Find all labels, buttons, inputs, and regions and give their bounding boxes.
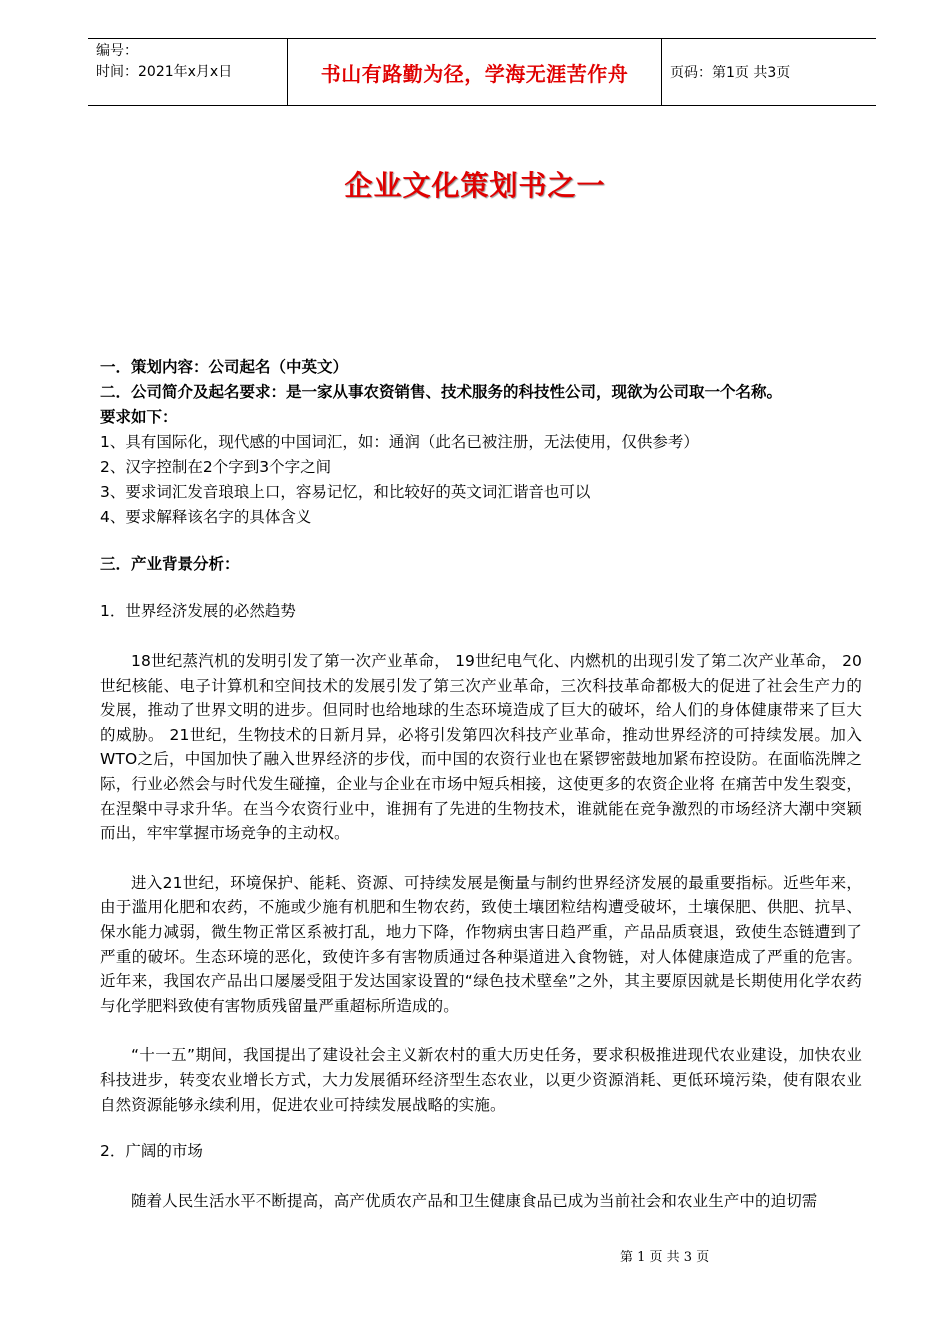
document-body [100,355,862,1214]
section-3-heading: 三．产业背景分析： [100,555,240,573]
requirement-item-1: 1、具有国际化，现代感的中国词汇，如：通润（此名已被注册，无法使用，仅供参考） [100,433,699,451]
document-header [88,38,876,106]
section-1-heading: 一．策划内容：公司起名（中英文） [100,358,349,376]
subsection-2-heading: 2．广阔的市场 [100,1142,203,1161]
paragraph-1: 18世纪蒸汽机的发明引发了第一次产业革命， 19世纪电气化、内燃机的出现引发了第二次产业革命， 20世纪核能、电子计算机和空间技术的发展引发了第三次产业革命，三次科技革命都极大的促进了社会生产力的发展，推动了世界文明的进步。但同时也给地球的生态环境造成了巨大的破坏，给人们的身体健康带来了巨大的威胁。 21世纪，生物技术的日新月异，必将引发第四次科技产业革命，推动世界经济的可持续发展。加入 WTO之后，中国加快了融入世界经济的步伐，而中国的农资行业也在紧锣密鼓地加紧布控设防。在面临洗牌之际，行业必然会与时代发生碰撞，企业与企业在市场中短兵相接，这使更多的农资企业将 在痛苦中发生裂变，在涅槃中寻求升华。在当今农资行业中，谁拥有了先进的生物技术，谁就能在竞争激烈的市场经济大潮中突颖而出，牢牢掌握市场竞争的主动权。 [100,652,862,843]
requirement-item-3: 3、要求词汇发音琅琅上口，容易记忆，和比较好的英文词汇谐音也可以 [100,483,591,501]
header-number-label: 编号： [96,43,138,59]
header-page-label: 页码：第1页 共3页 [670,65,791,81]
paragraph-3: “十一五”期间，我国提出了建设社会主义新农村的重大历史任务，要求积极推进现代农业建设，加快农业科技进步，转变农业增长方式，大力发展循环经济型生态农业，以更少资源消耗、更低环境污染，使有限农业自然资源能够永续利用，促进农业可持续发展战略的实施。 [100,1046,862,1114]
requirement-item-2: 2、汉字控制在2个字到3个字之间 [100,458,332,476]
page-footer: 第 1 页 共 3 页 [620,1250,710,1265]
section-2-heading: 二．公司简介及起名要求：是一家从事农资销售、技术服务的科技性公司，现欲为公司取一个名称。 [100,383,783,401]
document-title: 企业文化策划书之一 [344,169,606,202]
paragraph-4: 随着人民生活水平不断提高，高产优质农产品和卫生健康食品已成为当前社会和农业生产中的迫切需 [131,1192,818,1211]
header-meta [88,39,288,105]
subsection-1-heading: 1．世界经济发展的必然趋势 [100,602,296,620]
requirements-heading: 要求如下： [100,408,178,426]
requirement-item-4: 4、要求解释该名字的具体含义 [100,508,312,526]
header-time-label: 时间：2021年x月x日 [96,64,233,80]
paragraph-2: 进入21世纪，环境保护、能耗、资源、可持续发展是衡量与制约世界经济发展的最重要指标。近些年来，由于滥用化肥和农药，不施或少施有机肥和生物农药，致使土壤团粒结构遭受破坏，土壤保肥、供肥、抗旱、保水能力减弱，微生物正常区系被打乱，地力下降，作物病虫害日趋严重，产品品质衰退，致使生态链遭到了严重的破坏。生态环境的恶化，致使许多有害物质通过各种渠道进入食物链，对人体健康造成了严重的危害。近年来，我国农产品出口屡屡受阻于发达国家设置的“绿色技术壁垒”之外，其主要原因就是长期使用化学农药与化学肥料致使有害物质残留量严重超标所造成的。 [100,873,862,1015]
header-motto: 书山有路勤为径，学海无涯苦作舟 [288,39,662,105]
